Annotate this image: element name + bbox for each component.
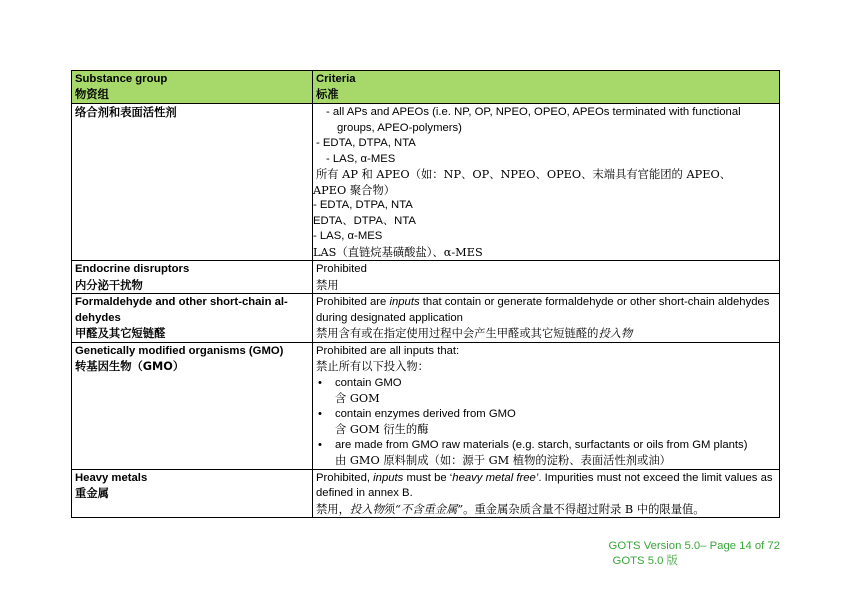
group-cell-heavy-metals: Heavy metals 重金属 <box>72 469 313 518</box>
group-cell-formaldehyde: Formaldehyde and other short-chain aldehydes 甲醛及其它短链醛 <box>72 294 313 343</box>
group-cell-complexing-agents: 络合剂和表面活性剂 <box>72 104 313 261</box>
table-row <box>72 261 780 294</box>
table-row <box>72 104 780 261</box>
bullet-icon: • <box>318 407 322 420</box>
table-row <box>72 294 780 343</box>
group-cell-endocrine: Endocrine disruptors 内分泌干扰物 <box>72 261 313 294</box>
footer-version: GOTS Version 5.0– Page 14 of 72 <box>608 540 780 552</box>
header-substance-group: Substance group 物资组 <box>72 71 313 104</box>
table-row <box>72 469 780 518</box>
group-cell-gmo: Genetically modified organisms (GMO) 转基因生物（GMO） <box>72 342 313 469</box>
footer-version-cn: GOTS 5.0 版 <box>612 555 678 567</box>
page-footer <box>609 539 780 569</box>
criteria-cell-gmo: Prohibited are all inputs that: 禁止所有以下投入物： • contain GMO 含 GOM • contain enzymes derived from GMO 含 GOM 衍生的酶 • are made from GMO raw materials (e.g. starch, surfactants or oils from GM plants) 由 GMO 原料制成（如：源于 GM 植物的淀粉、表面活性剂或油） <box>313 342 780 469</box>
bullet-icon: • <box>318 376 322 389</box>
list-item: • contain GMO 含 GOM <box>318 376 402 405</box>
table-header-row <box>72 71 780 104</box>
header-criteria: Criteria 标准 <box>313 71 780 104</box>
gmo-bullet-list <box>316 376 776 469</box>
list-item: • contain enzymes derived from GMO 含 GOM 衍生的酶 <box>318 407 516 436</box>
criteria-cell-formaldehyde: Prohibited are inputs that contain or generate formaldehyde or other short-chain aldehydes during designated application 禁用含有或在指定使用过程中会产生甲醛或其它短链醛的投入物 <box>313 294 780 343</box>
table-row <box>72 342 780 469</box>
criteria-cell-heavy-metals: Prohibited, inputs must be ‘heavy metal free’. Impurities must not exceed the limit values as defined in annex B. 禁用，投入物须“不含重金属”。重金属杂质含量不得超过附录 B 中的限量值。 <box>313 469 780 518</box>
list-item: • are made from GMO raw materials (e.g. starch, surfactants or oils from GM plants) 由 GMO 原料制成（如：源于 GM 植物的淀粉、表面活性剂或油） <box>318 438 748 467</box>
criteria-table <box>71 70 780 518</box>
criteria-cell-endocrine: Prohibited 禁用 <box>313 261 780 294</box>
bullet-icon: • <box>318 438 322 451</box>
criteria-cell-complexing-agents: - all APs and APEOs (i.e. NP, OP, NPEO, OPEO, APEOs terminated with functional groups, APEO-polymers) - EDTA, DTPA, NTA - LAS, α-MES 所有 AP 和 APEO（如：NP、OP、NPEO、OPEO、末端具有官能团的 APEO、 APEO 聚合物） - EDTA, DTPA, NTA EDTA、DTPA、NTA - LAS, α-MES LAS（直链烷基磺酸盐）、α-MES <box>313 104 780 261</box>
